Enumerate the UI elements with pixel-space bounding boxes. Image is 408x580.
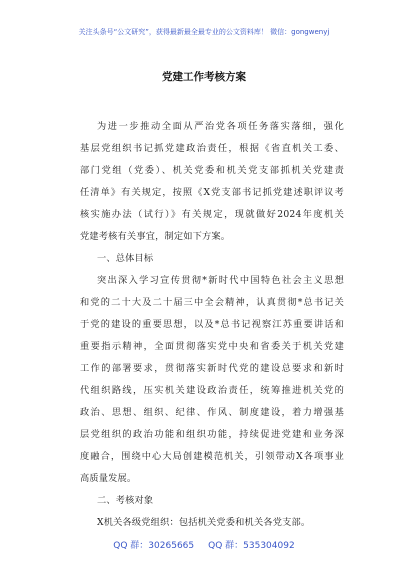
body-line: 任清单》有关规定，按照《X党支部书记抓党建述职评议考 bbox=[80, 187, 344, 198]
body-line: 代组织路线，压实机关建设政治责任，统筹推进机关党的 bbox=[80, 385, 344, 396]
qq-group-1: QQ 群：30265665 bbox=[113, 541, 195, 551]
body-line: 和党的二十大及二十届三中全会精神，认真贯彻*总书记关 bbox=[80, 297, 344, 308]
body-line: 重要指示精神，全面贯彻落实党中央和省委关于机关党建 bbox=[80, 341, 344, 352]
body-line: 核实施办法（试行）》有关规定，现就做好2024年度机关 bbox=[80, 209, 344, 220]
body-line: 为进一步推动全面从严治党各项任务落实落细，强化 bbox=[97, 121, 344, 132]
body-line: X机关各级党组织：包括机关党委和机关各党支部。 bbox=[97, 517, 311, 528]
body-line: 层党组织的政治功能和组织功能，持续促进党建和业务深 bbox=[80, 429, 344, 440]
footer-qq-groups bbox=[0, 538, 408, 551]
body-line: 于党的建设的重要思想，以及*总书记视察江苏重要讲话和 bbox=[80, 319, 344, 330]
header-notice: 关注头条号“公文研究”，获得最新最全最专业的公文资料库！ 微信：gongwenyj bbox=[78, 28, 330, 36]
document-title: 党建工作考核方案 bbox=[162, 71, 246, 83]
body-line: 度融合，围绕中心大局创建模范机关，引领带动X各项事业 bbox=[80, 451, 344, 462]
body-line: 党建考核有关事宜，制定如下方案。 bbox=[80, 231, 231, 242]
section-heading: 二、考核对象 bbox=[97, 495, 154, 506]
body-line: 政治、思想、组织、纪律、作风、制度建设，着力增强基 bbox=[80, 407, 344, 418]
body-line: 基层党组织书记抓党建政治责任，根据《省直机关工委、 bbox=[80, 143, 344, 154]
section-heading: 一、总体目标 bbox=[97, 253, 154, 264]
body-line: 突出深入学习宣传贯彻*新时代中国特色社会主义思想 bbox=[97, 275, 344, 286]
body-line: 工作的部署要求，贯彻落实新时代党的建设总要求和新时 bbox=[80, 363, 344, 374]
qq-group-2: QQ 群：535304092 bbox=[208, 541, 295, 551]
body-line: 部门党组（党委）、机关党委和机关党支部抓机关党建责 bbox=[80, 165, 344, 176]
body-line: 高质量发展。 bbox=[80, 473, 137, 484]
